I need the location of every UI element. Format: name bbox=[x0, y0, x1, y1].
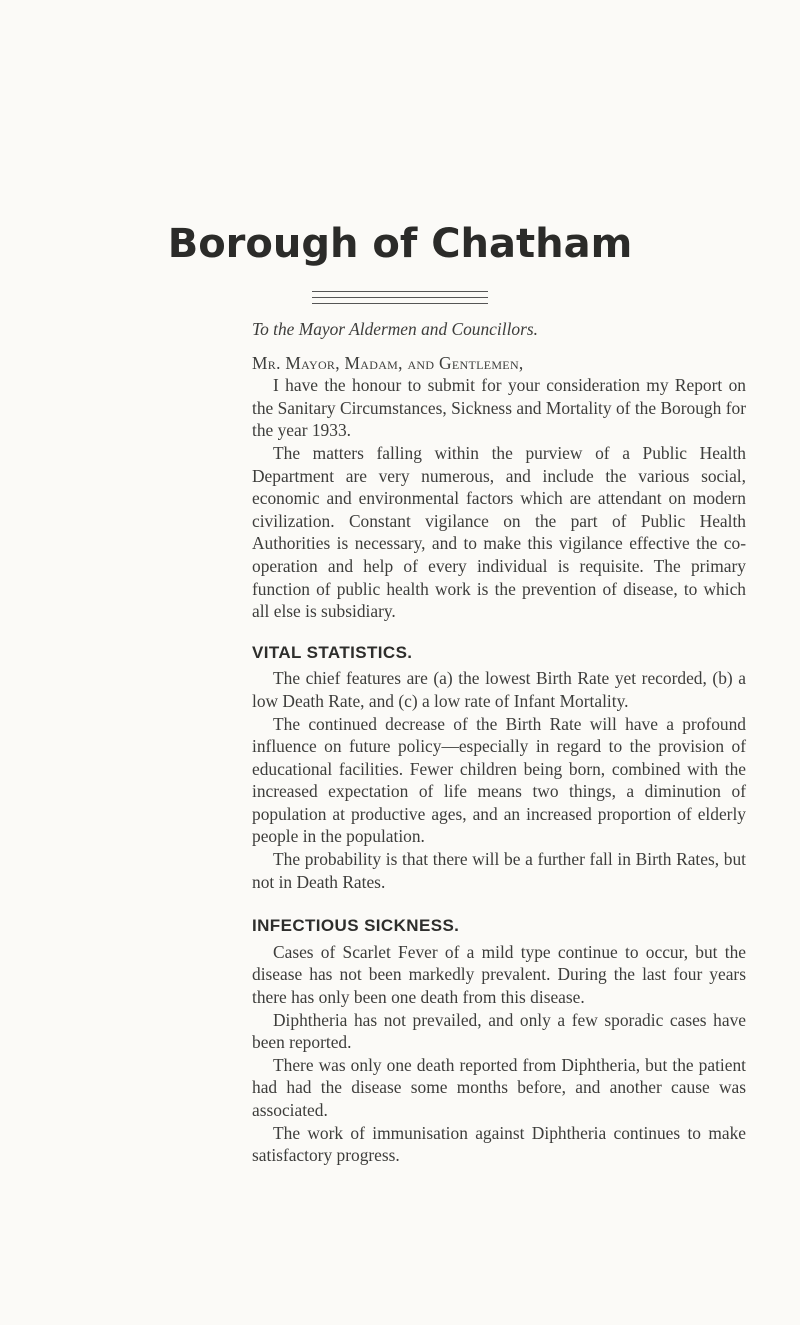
paragraph: Diphtheria has not prevailed, and only a few sporadic cases have been reported. bbox=[252, 1009, 746, 1053]
paragraph: Cases of Scarlet Fever of a mild type continue to occur, but the disease has not been markedly prevalent. During the last four years there has only been one death from this disease. bbox=[252, 941, 746, 1008]
paragraph: The probability is that there will be a further fall in Birth Rates, but not in Death Rates. bbox=[252, 849, 746, 892]
paragraph: The work of immunisation against Diphtheria continues to make satisfactory progress. bbox=[252, 1122, 746, 1166]
title-rule-bottom bbox=[312, 303, 488, 304]
section-heading-infectious-sickness: INFECTIOUS SICKNESS. bbox=[252, 916, 460, 936]
section-heading-vital-statistics: VITAL STATISTICS. bbox=[252, 642, 413, 662]
paragraph: There was only one death reported from Diphtheria, but the patient had had the disease some months before, and another cause was associated. bbox=[252, 1054, 746, 1120]
paragraph: The continued decrease of the Birth Rate will have a profound influence on future policy—especially in regard to the provision of educational facilities. Fewer children being born, combined with the increased expectation of life means two things, a diminution of population at productive ages, and an increased proportion of elderly people in the population. bbox=[252, 713, 746, 847]
title-rule-middle bbox=[312, 297, 488, 298]
paragraph: The matters falling within the purview of a Public Health Department are very numerous, and include the various social, economic and environmental factors which are attendant on modern civilization. Constant vigilance on the part of Public Health Authorities is necessary, and to make this vigilance effective the co-operation and help of every individual is requisite. The primary function of public health work is the prevention of disease, to which all else is subsidiary. bbox=[252, 442, 746, 622]
address-line: To the Mayor Aldermen and Councillors. bbox=[252, 319, 538, 339]
title-rule-top bbox=[312, 291, 488, 292]
page-title: Borough of Chatham bbox=[167, 221, 633, 267]
salutation: Mr. Mayor, Madam, and Gentlemen, bbox=[252, 352, 524, 373]
report-body bbox=[252, 318, 746, 1167]
paragraph: I have the honour to submit for your consideration my Report on the Sanitary Circumstances, Sickness and Mortality of the Borough for the year 1933. bbox=[252, 375, 746, 441]
paragraph: The chief features are (a) the lowest Birth Rate yet recorded, (b) a low Death Rate, and (c) a low rate of Infant Mortality. bbox=[252, 668, 746, 711]
